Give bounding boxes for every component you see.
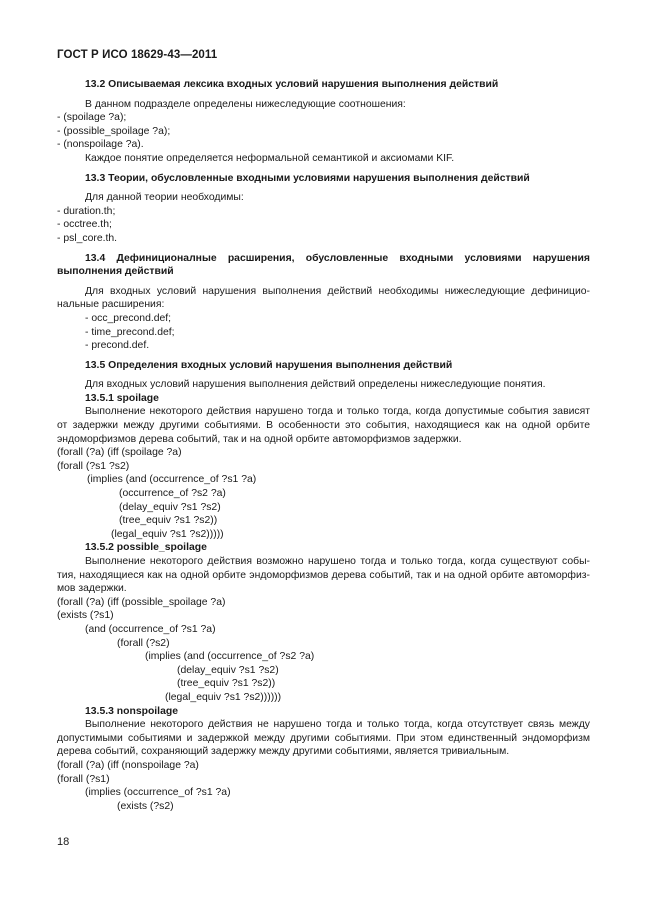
code-line: (tree_equiv ?s1 ?s2)): [119, 515, 218, 527]
paragraph-line: Выполнение некоторого действия возможно нарушено тогда и только тогда, когда существуют собы-: [85, 556, 590, 567]
list-item: - duration.th;: [57, 205, 116, 217]
list-item: - time_precond.def;: [85, 326, 175, 338]
section-13-2-note: Каждое понятие определяется неформальной семантикой и аксиомами KIF.: [85, 152, 455, 164]
code-line: (implies (occurrence_of ?s1 ?a): [85, 787, 231, 799]
code-line: (implies (and (occurrence_of ?s1 ?a): [87, 474, 257, 486]
code-line: (occurrence_of ?s2 ?a): [119, 488, 226, 500]
code-line: (delay_equiv ?s1 ?s2): [119, 501, 221, 513]
list-item: - precond.def.: [85, 340, 150, 352]
paragraph-line: допустимыми событиями и задержкой между другими событиями. При этом единственный эндоморфизм: [57, 732, 590, 744]
code-line: (implies (and (occurrence_of ?s2 ?a): [145, 651, 315, 663]
paragraph-line: эндоморфизмов дерева событий, так и на одной орбите автоморфизмов задержки.: [57, 433, 462, 445]
code-line: (exists (?s2): [117, 800, 174, 812]
code-line: (legal_equiv ?s1 ?s2))))): [111, 528, 224, 540]
document-body: [57, 78, 590, 813]
section-13-5-1-heading: 13.5.1 spoilage: [85, 392, 159, 404]
code-line: (delay_equiv ?s1 ?s2): [177, 664, 279, 676]
section-13-4-intro-line1: Для входных условий нарушения выполнения действий необходимы нижеследующие дефиницио-: [85, 285, 590, 297]
section-13-3-intro: Для данной теории необходимы:: [85, 192, 244, 204]
code-line: (forall (?a) (iff (possible_spoilage ?a): [57, 596, 226, 608]
section-13-2-intro: В данном подразделе определены нижеследующие соотношения:: [85, 98, 406, 110]
code-line: (exists (?s1): [57, 610, 114, 622]
page-number: 18: [57, 836, 70, 848]
section-13-3-heading: 13.3 Теории, обусловленные входными условиями нарушения выполнения действий: [85, 172, 530, 184]
list-item: - psl_core.th.: [57, 232, 118, 244]
paragraph-line: дерева событий, сохраняющий задержку между другими событиями, является тривиальным.: [57, 746, 510, 758]
paragraph-line: мов задержки.: [57, 583, 127, 595]
section-13-5-2-heading: 13.5.2 possible_spoilage: [85, 542, 207, 554]
list-item: - (nonspoilage ?a).: [57, 139, 144, 151]
section-13-5-3-heading: 13.5.3 nonspoilage: [85, 705, 178, 717]
section-13-5-intro: Для входных условий нарушения выполнения действий определены нижеследующие понятия.: [85, 379, 546, 391]
code-line: (tree_equiv ?s1 ?s2)): [177, 678, 276, 690]
paragraph-line: тия, находящиеся как на одной орбите эндоморфизмов дерева событий, так и на одной орбите автоморфиз-: [57, 569, 590, 581]
section-13-5-heading: 13.5 Определения входных условий нарушения выполнения действий: [85, 359, 453, 371]
list-item: - (possible_spoilage ?a);: [57, 125, 171, 137]
section-13-4-heading-line2: выполнения действий: [57, 266, 174, 278]
paragraph-line: Выполнение некоторого действия нарушено тогда и только тогда, когда допустимые события зависят: [85, 406, 590, 418]
list-item: - occ_precond.def;: [85, 312, 172, 324]
code-line: (forall (?a) (iff (spoilage ?a): [57, 447, 182, 459]
code-line: (forall (?a) (iff (nonspoilage ?a): [57, 759, 199, 771]
paragraph-line: от задержки между другими событиями. В особенности это события, находящиеся как на одной орбите: [57, 420, 590, 432]
code-line: (and (occurrence_of ?s1 ?a): [85, 623, 216, 635]
list-item: - occtree.th;: [57, 219, 112, 231]
code-line: (forall (?s1 ?s2): [57, 460, 130, 472]
code-line: (legal_equiv ?s1 ?s2)))))): [165, 691, 282, 703]
section-13-4-intro-line2: нальные расширения:: [57, 299, 165, 311]
section-13-2-heading: 13.2 Описываемая лексика входных условий нарушения выполнения действий: [85, 79, 499, 90]
list-item: - (spoilage ?a);: [57, 112, 127, 124]
code-line: (forall (?s2): [117, 637, 170, 649]
paragraph-line: Выполнение некоторого действия не нарушено тогда и только тогда, когда отсутствует связь между: [85, 719, 590, 731]
code-line: (forall (?s1): [57, 773, 110, 785]
section-13-4-heading-line1: 13.4 Дефиниционалные расширения, обусловленные входными условиями нарушения: [85, 252, 590, 264]
document-header: ГОСТ Р ИСО 18629-43—2011: [57, 49, 218, 61]
